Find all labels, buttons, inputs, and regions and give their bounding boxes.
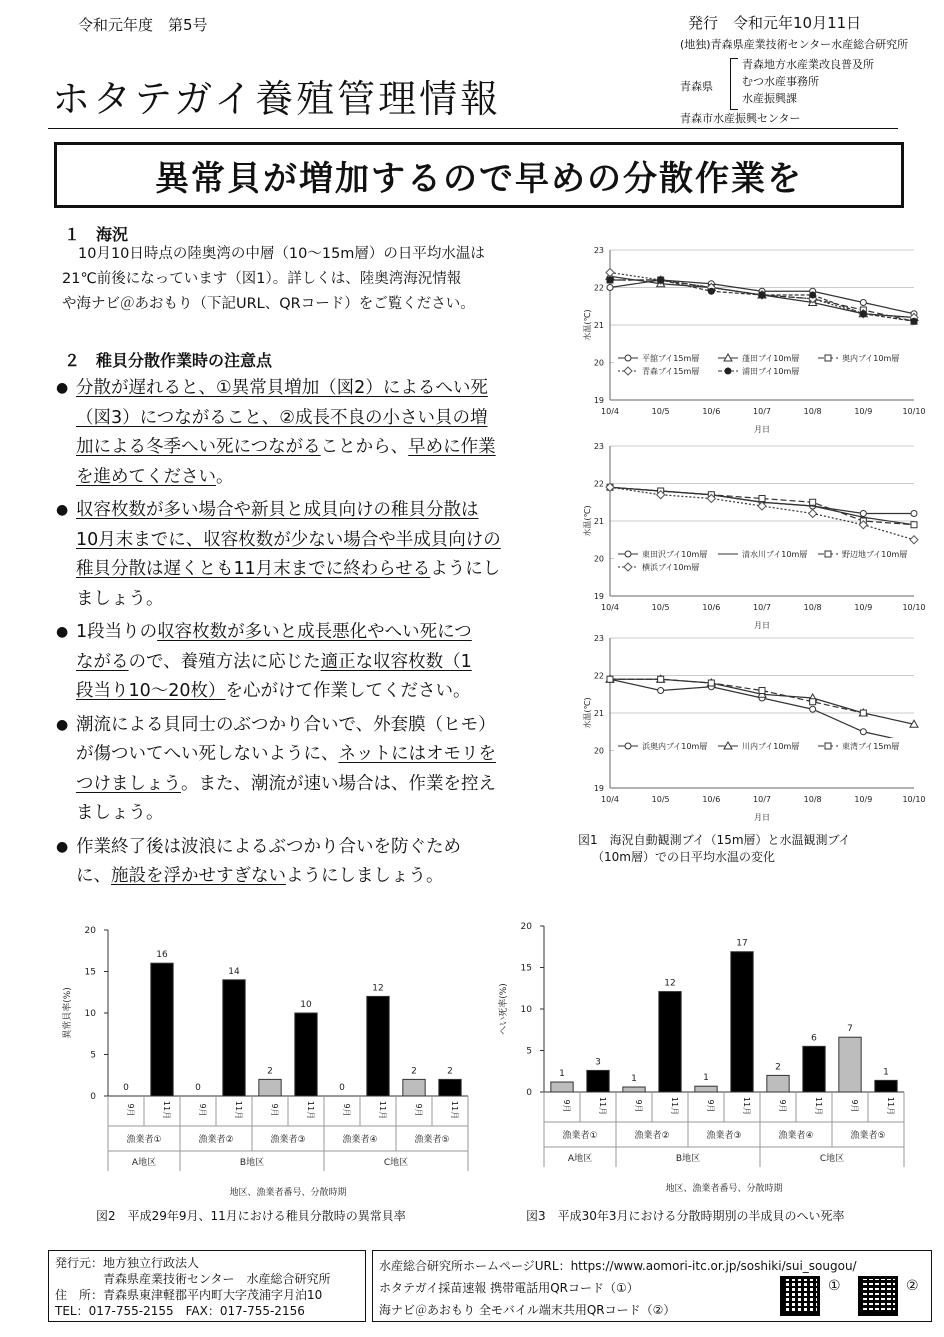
bar-value-label: 10 [300,1000,312,1010]
office-aomori: 青森地方水産業改良普及所 [742,58,874,71]
bullet-item-3: ● 1段当りの収容枚数が多いと成長悪化やへい死につ ながるので、養殖方法に応じた適正な収容枚数（1 段当り10～20枚）を心がけて作業してください。 [54,618,574,707]
bar [403,1079,425,1096]
y-tick-label: 10 [84,1009,96,1019]
bar-value-label: 2 [411,1066,417,1077]
x-axis-label: 地区、漁業者番号、分散時期 [229,1188,347,1198]
legend-item [818,353,899,363]
series-4 [607,277,917,324]
qr-code-1-icon[interactable] [780,1276,820,1316]
y-tick-label: 19 [593,396,604,405]
bar [623,1087,645,1092]
legend-label: 平舘ブイ15m層 [642,354,700,363]
x-axis-label: 地区、漁業者番号、分散時期 [665,1184,783,1194]
y-axis-label: へい死率(%) [499,983,509,1035]
category-label: 11月 [450,1100,459,1120]
bullet-dot-icon: ● [56,380,69,396]
y-tick-label: 20 [593,746,604,756]
series-line [610,280,914,321]
header-rule [48,128,898,129]
y-tick-label: 20 [593,554,604,564]
legend-label: 青森ブイ15m層 [642,367,700,376]
page-title: ホタテガイ養殖管理情報 [52,77,502,121]
bar-value-label: 1 [631,1074,637,1085]
x-tick-label: 10/7 [753,603,771,612]
bar [367,996,389,1096]
fisher-label: 漁業者③ [270,1135,306,1145]
data-point [708,680,714,686]
data-point [810,292,816,298]
y-tick-label: 15 [520,963,532,974]
bar-value-label: 17 [736,938,748,949]
data-point [809,510,817,518]
y-tick-label: 23 [593,246,604,255]
bar-value-label: 2 [267,1066,273,1077]
x-tick-label: 10/4 [601,407,619,416]
y-tick-label: 15 [84,967,96,978]
fisher-label: 漁業者② [634,1131,670,1141]
data-point [910,536,918,544]
legend-label: 浦田ブイ10m層 [742,367,800,376]
legend-label: 川内ブイ10m層 [742,742,800,751]
x-tick-label: 10/10 [902,795,926,804]
footer-phone: TEL：017-755-2155 FAX：017-755-2156 [55,1304,305,1318]
data-point [607,285,613,291]
bar-value-label: 0 [123,1083,129,1093]
data-point [810,699,816,705]
qr2-marker: ② [906,1278,919,1294]
x-tick-label: 10/6 [702,795,721,804]
x-tick-label: 10/9 [854,795,873,804]
legend-label: 奥内ブイ10m層 [842,354,900,363]
bar-value-label: 14 [228,966,240,977]
bar [551,1082,573,1092]
series-2 [607,277,917,324]
y-tick-label: 23 [593,634,604,643]
x-tick-label: 10/8 [803,407,822,416]
y-tick-label: 19 [593,784,604,793]
category-label: 9月 [342,1103,351,1117]
data-point [759,688,765,694]
y-axis-label: 水温(℃) [583,309,592,341]
district-label: B地区 [675,1154,701,1164]
category-label: 9月 [706,1099,715,1113]
series-line [610,679,914,724]
category-label: 11月 [670,1096,679,1116]
bar [259,1079,281,1096]
bar-chart-abnormal-rate [56,916,476,1206]
data-point [911,318,917,324]
y-tick-label: 20 [520,922,532,932]
legend-label: 横浜ブイ10m層 [642,563,700,572]
bar [803,1046,825,1092]
legend-item [818,741,899,751]
category-label: 9月 [198,1103,207,1117]
x-tick-label: 10/8 [803,795,822,804]
bullet-item-4: ● 潮流による貝同士のぶつかり合いで、外套膜（ヒモ） が傷ついてへい死しないように、ネットにはオモリを つけましょう。また、潮流が速い場合は、作業を控え ましょう。 [54,711,574,829]
data-point [759,292,765,298]
prefecture-label: 青森県 [680,80,713,93]
bar [223,980,245,1096]
fisher-label: 漁業者④ [778,1131,814,1141]
y-axis-label: 水温(℃) [583,697,592,729]
legend-label: 浜奥内ブイ10m層 [642,742,708,751]
district-label: A地区 [567,1154,593,1164]
bar-value-label: 1 [883,1067,889,1078]
y-axis-label: 水温(℃) [583,505,592,537]
line-chart-3 [578,628,928,828]
category-label: 9月 [270,1103,279,1117]
bar [439,1079,461,1096]
headline-text: 異常貝が増加するので早めの分散作業を [155,158,803,199]
legend-marker [625,743,631,749]
bar [587,1070,609,1092]
data-point [658,277,664,283]
category-label: 9月 [778,1099,787,1113]
data-point [658,676,664,682]
series-line [610,280,914,321]
data-point [911,511,917,517]
x-tick-label: 10/4 [601,603,619,612]
fisher-label: 漁業者⑤ [414,1135,450,1145]
footer-address: 住 所：青森県東津軽郡平内町大字茂浦字月泊10 [55,1288,323,1302]
bar [151,963,173,1096]
y-tick-label: 22 [593,479,604,489]
legend-marker [825,355,831,361]
y-tick-label: 0 [526,1088,532,1098]
legend-label: 東田沢ブイ10m層 [642,550,708,559]
y-tick-label: 10 [520,1005,532,1015]
data-point [810,706,816,712]
headline-banner [54,142,904,208]
legend-marker [725,368,731,374]
bullet-dot-icon: ● [56,716,69,733]
bar-value-label: 0 [195,1083,201,1093]
data-point [860,300,866,306]
data-point [810,499,816,505]
y-tick-label: 23 [593,442,604,451]
legend-marker [625,355,631,361]
city-office: 青森市水産振興センター [680,112,801,125]
category-label: 9月 [126,1103,135,1117]
bar [839,1037,861,1092]
bar-value-label: 6 [811,1033,817,1044]
footer-publisher-label: 発行元：地方独立行政法人 [55,1256,200,1270]
footer-publisher-name: 青森県産業技術センター 水産総合研究所 [103,1272,331,1286]
x-axis-label: 月日 [754,621,770,630]
line-chart-2 [578,436,928,636]
issue-year-label: 令和元年度 第5号 [78,16,208,34]
bar-value-label: 1 [703,1073,709,1084]
category-label: 11月 [598,1096,607,1116]
section1-body [62,242,582,317]
bar [659,992,681,1092]
legend-label: 野辺地ブイ10m層 [842,550,908,559]
category-label: 9月 [562,1099,571,1113]
district-label: B地区 [239,1158,265,1168]
data-point [708,288,714,294]
x-axis-label: 月日 [754,425,770,434]
figure3-caption: 図3 平成30年3月における分散時期別の半成貝のへい死率 [526,1209,845,1223]
legend-item [818,549,907,559]
y-tick-label: 19 [593,592,604,601]
section1-heading: １ 海況 [64,225,129,244]
category-label: 9月 [634,1099,643,1113]
figure1-caption: 図1 海況自動観測ブイ（15m層）と水温観測ブイ （10m層）での日平均水温の変化 [578,833,851,864]
bullet-dot-icon: ● [56,502,69,518]
y-tick-label: 0 [90,1092,96,1102]
series-line [610,679,863,713]
footer-links-box [372,1250,932,1322]
fisher-label: 漁業者① [562,1131,598,1141]
category-label: 11月 [378,1100,387,1120]
bar-value-label: 2 [775,1062,781,1073]
footer-publisher-box [48,1250,366,1322]
footer-qr2-label: 海ナビ＠あおもり 全モバイル端末共用QRコード（②） [379,1303,676,1317]
x-tick-label: 10/9 [854,407,873,416]
bar-value-label: 3 [595,1057,601,1068]
figure2-caption: 図2 平成29年9月、11月における稚貝分散時の異常貝率 [96,1209,406,1223]
issue-date: 発行 令和元年10月11日 [688,14,862,32]
y-tick-label: 22 [593,671,604,681]
bar [731,952,753,1092]
data-point [860,710,866,716]
bullet-dot-icon: ● [56,624,69,640]
bar-value-label: 2 [447,1066,453,1077]
section1-line3: や海ナビ＠あおもり（下記URL、QRコード）をご覧ください。 [62,296,475,312]
data-point [658,688,664,694]
section1-line2: 21℃前後になっています（図1）。詳しくは、陸奥湾海況情報 [62,271,462,287]
publisher-institute: (地独)青森県産業技術センター水産総合研究所 [680,38,909,51]
series-0 [607,676,917,746]
category-label: 11月 [162,1100,171,1120]
footer-homepage-url[interactable]: 水産総合研究所ホームページURL：https://www.aomori-itc.or.jp/soshiki/sui_sougou/ [379,1259,857,1273]
legend-marker [825,551,831,557]
y-tick-label: 5 [90,1050,96,1061]
x-tick-label: 10/7 [753,795,771,804]
x-tick-label: 10/9 [854,603,873,612]
bar-value-label: 16 [156,950,168,961]
data-point [860,311,866,317]
district-label: A地区 [131,1158,157,1168]
data-point [860,729,866,735]
data-point [607,277,613,283]
fisher-label: 漁業者② [198,1135,234,1145]
category-label: 9月 [414,1103,423,1117]
data-point [607,676,613,682]
fisher-label: 漁業者⑤ [850,1131,886,1141]
legend-marker [625,551,631,557]
data-point [759,496,765,502]
office-bracket [730,58,738,110]
bar-value-label: 0 [339,1083,345,1093]
legend-marker [825,743,831,749]
y-tick-label: 22 [593,283,604,293]
bullet-dot-icon: ● [56,838,69,855]
bar-value-label: 12 [372,983,384,994]
x-tick-label: 10/5 [651,603,670,612]
legend-label: 東湾ブイ15m層 [842,742,900,751]
bullet-item-5: ● 作業終了後は波浪によるぶつかり合いを防ぐため に、施設を浮かせすぎないようにしましょう。 [54,833,574,892]
bullet-list [54,374,574,896]
y-axis-label: 異常貝率(%) [63,987,73,1039]
fisher-label: 漁業者③ [706,1131,742,1141]
x-tick-label: 10/10 [902,603,926,612]
category-label: 11月 [886,1096,895,1116]
y-tick-label: 21 [593,517,604,526]
bullet-item-2: ● 収容枚数が多い場合や新貝と成貝向けの稚貝分散は 10月末までに、収容枚数が少ない場合や半成貝向けの 稚貝分散は遅くとも11月末までに終わらせるようにし ましょう。 [54,496,574,614]
section2-heading: ２ 稚貝分散作業時の注意点 [64,351,273,370]
x-tick-label: 10/10 [902,407,926,416]
category-label: 11月 [234,1100,243,1120]
x-tick-label: 10/6 [702,603,721,612]
bar-chart-mortality-rate [492,912,912,1202]
category-label: 9月 [850,1099,859,1113]
fisher-label: 漁業者④ [342,1135,378,1145]
x-tick-label: 10/5 [651,795,670,804]
x-tick-label: 10/4 [601,795,619,804]
district-label: C地区 [383,1158,409,1168]
district-label: C地区 [819,1154,845,1164]
section1-line1: 10月10日時点の陸奥湾の中層（10～15m層）の日平均水温は [78,246,485,262]
x-tick-label: 10/5 [651,407,670,416]
fisher-label: 漁業者① [126,1135,162,1145]
x-tick-label: 10/6 [702,407,721,416]
bar [295,1013,317,1096]
legend-label: 蓬田ブイ10m層 [742,354,800,363]
y-tick-label: 21 [593,321,604,330]
bar-value-label: 12 [664,978,676,989]
qr1-marker: ① [828,1278,841,1294]
data-point [860,511,866,517]
legend-label: 清水川ブイ10m層 [742,550,808,559]
bar [767,1075,789,1092]
office-fisheries: 水産振興課 [742,92,797,105]
y-tick-label: 21 [593,709,604,718]
x-axis-label: 月日 [754,813,770,822]
y-tick-label: 20 [84,926,96,936]
footer-qr1-label: ホタテガイ採苗速報 携帯電話用QRコード（①） [379,1281,639,1295]
bar-value-label: 1 [559,1069,565,1080]
office-mutsu: むつ水産事務所 [742,75,819,88]
bar [875,1080,897,1092]
bar-value-label: 7 [847,1024,853,1035]
data-point [606,269,614,277]
y-tick-label: 5 [526,1046,532,1057]
x-tick-label: 10/7 [753,407,771,416]
category-label: 11月 [306,1100,315,1120]
y-tick-label: 20 [593,358,604,368]
qr-code-2-icon[interactable] [858,1276,898,1316]
line-chart-1 [578,240,928,440]
category-label: 11月 [742,1096,751,1116]
data-point [911,522,917,528]
x-tick-label: 10/8 [803,603,822,612]
bullet-item-1: ● 分散が遅れると、①異常貝増加（図2）によるへい死 （図3）につながること、②成長不良の小さい貝の増 加による冬季へい死につながることから、早めに作業 を進めてください。 [54,374,574,492]
bar [695,1086,717,1092]
series-2 [607,676,866,716]
category-label: 11月 [814,1096,823,1116]
